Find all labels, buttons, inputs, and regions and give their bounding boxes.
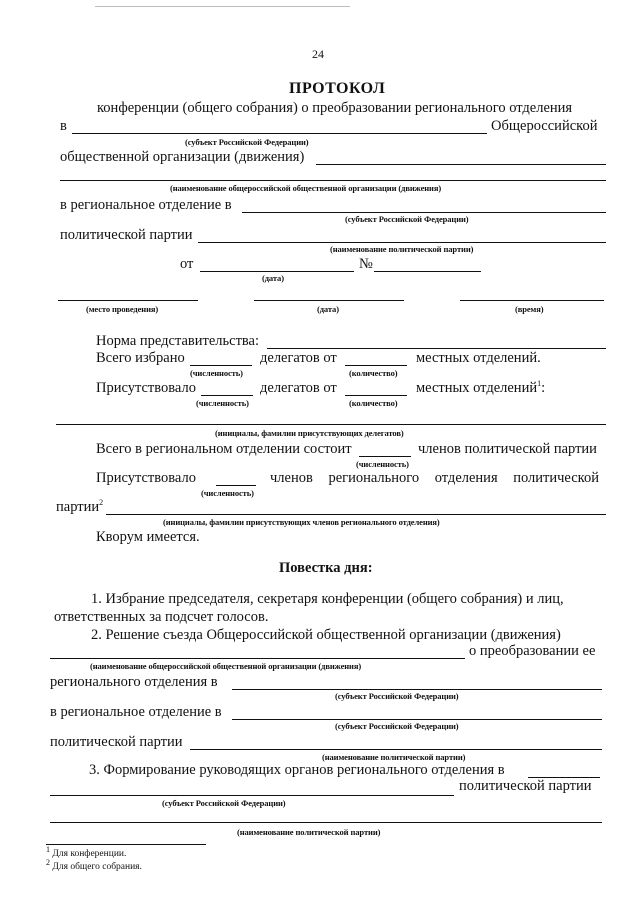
- number-field[interactable]: [374, 256, 481, 272]
- caption-party-2: (наименование политической партии): [322, 752, 466, 762]
- meeting-date-field[interactable]: [254, 285, 404, 301]
- agenda-item-2-suffix: о преобразовании ее: [469, 643, 596, 659]
- elected-count-field[interactable]: [345, 350, 407, 366]
- caption-quantity-2: (численность): [196, 398, 249, 408]
- caption-subject-5: (субъект Российской Федерации): [162, 798, 286, 808]
- caption-meeting-time: (время): [515, 304, 544, 314]
- present-prefix: Присутствовало: [96, 380, 196, 396]
- caption-subject-3: (субъект Российской Федерации): [335, 691, 459, 701]
- place-field[interactable]: [58, 285, 198, 301]
- subject-field-2[interactable]: [242, 197, 606, 213]
- caption-org-2: (наименование общероссийской общественной организации (движения): [90, 661, 362, 671]
- agenda-item-2-line-3: регионального отделения в: [50, 674, 218, 690]
- elected-suffix: местных отделений.: [416, 350, 541, 366]
- caption-meeting-date: (дата): [317, 304, 339, 314]
- caption-quantity-4: (численность): [201, 488, 254, 498]
- caption-count-1: (количество): [349, 368, 398, 378]
- elected-mid: делегатов от: [260, 350, 337, 366]
- present-colon: :: [541, 380, 546, 396]
- footnote-2: [46, 857, 142, 872]
- agenda-item-2-line-1: 2. Решение съезда Общероссийской общественной организации (движения): [91, 627, 561, 643]
- org-name-field-1[interactable]: [316, 149, 606, 165]
- caption-subject-2: (субъект Российской Федерации): [345, 214, 469, 224]
- footnote-1-text: Для конференции.: [52, 849, 127, 859]
- elected-quantity-field[interactable]: [190, 350, 252, 366]
- subject-field-4[interactable]: [232, 704, 602, 720]
- subject-field-1[interactable]: [72, 118, 487, 134]
- caption-party-1: (наименование политической партии): [330, 244, 474, 254]
- present-count-field[interactable]: [345, 380, 407, 396]
- members-prefix: Всего в региональном отделении состоит: [96, 441, 352, 457]
- footnote-ref-2: 2: [99, 498, 104, 508]
- present-suffix: местных отделений: [416, 380, 538, 396]
- footnote-2-number: 2: [46, 857, 50, 867]
- present-suffix-group: [416, 380, 545, 397]
- party-word: партии: [56, 499, 100, 515]
- caption-org-1: (наименование общероссийской общественной организации (движения): [170, 183, 442, 193]
- present2-prefix: Присутствовало: [96, 470, 196, 486]
- agenda-item-3-suffix: политической партии: [459, 778, 592, 794]
- from-label: от: [180, 256, 194, 272]
- agenda-item-1-line-2: ответственных за подсчет голосов.: [54, 609, 269, 625]
- caption-quantity-3: (численность): [356, 459, 409, 469]
- footnote-divider: [46, 844, 206, 845]
- agenda-item-2-line-5: политической партии: [50, 734, 183, 750]
- header-line-1: конференции (общего собрания) о преобразовании регионального отделения: [97, 100, 573, 116]
- subject-field-3[interactable]: [232, 674, 602, 690]
- caption-initials-1: (инициалы, фамилии присутствующих делегатов): [215, 428, 404, 438]
- agenda-item-2-line-4: в региональное отделение в: [50, 704, 222, 720]
- present-quantity-field[interactable]: [201, 380, 253, 396]
- members-quantity-field[interactable]: [359, 441, 411, 457]
- caption-subject-1: (субъект Российской Федерации): [185, 137, 309, 147]
- party-name-field-1[interactable]: [198, 227, 606, 243]
- subject-field-5a[interactable]: [528, 762, 600, 778]
- meeting-time-field[interactable]: [460, 285, 604, 301]
- agenda-item-3-line-1: 3. Формирование руководящих органов регионального отделения в: [89, 762, 505, 778]
- header-prefix-v: в: [60, 118, 67, 134]
- present-mid: делегатов от: [260, 380, 337, 396]
- present2-suffix: членов регионального отделения политической: [270, 470, 599, 486]
- header-suffix-1: Общероссийской: [491, 118, 598, 134]
- elected-prefix: Всего избрано: [96, 350, 185, 366]
- agenda-item-1-line-1: 1. Избрание председателя, секретаря конференции (общего собрания) и лиц,: [91, 591, 564, 607]
- norm-label: Норма представительства:: [96, 333, 260, 349]
- footnote-ref-1: 1: [537, 379, 542, 389]
- header-line-3-label: в региональное отделение в: [60, 197, 232, 213]
- footnote-1-number: 1: [46, 844, 50, 854]
- quorum-text: Кворум имеется.: [96, 529, 200, 545]
- members-list-field[interactable]: [106, 499, 606, 515]
- party-name-line-3: [50, 822, 602, 823]
- header-line-4-label: политической партии: [60, 227, 193, 243]
- delegates-list-line: [56, 424, 606, 425]
- header-line-2-label: общественной организации (движения): [60, 149, 305, 165]
- subject-field-5b[interactable]: [50, 780, 454, 796]
- org-name-field-2[interactable]: [50, 643, 465, 659]
- party-name-field-2[interactable]: [190, 734, 602, 750]
- caption-party-3: (наименование политической партии): [237, 827, 381, 837]
- date-field-1[interactable]: [200, 256, 354, 272]
- footnote-1: [46, 844, 127, 859]
- caption-place: (место проведения): [86, 304, 159, 314]
- page-number: 24: [312, 47, 324, 61]
- document-title: ПРОТОКОЛ: [289, 80, 386, 97]
- number-label: №: [359, 256, 373, 272]
- footnote-2-text: Для общего собрания.: [52, 862, 142, 872]
- party-word-group: [56, 499, 103, 516]
- org-name-line-2: [60, 180, 606, 181]
- caption-date-1: (дата): [262, 273, 284, 283]
- agenda-heading: Повестка дня:: [279, 560, 373, 576]
- caption-initials-2: (инициалы, фамилии присутствующих членов регионального отделения): [163, 517, 440, 527]
- caption-subject-4: (субъект Российской Федерации): [335, 721, 459, 731]
- caption-count-2: (количество): [349, 398, 398, 408]
- present2-quantity-field[interactable]: [216, 470, 256, 486]
- top-divider: [95, 6, 350, 7]
- caption-quantity-1: (численность): [190, 368, 243, 378]
- norm-field[interactable]: [267, 333, 606, 349]
- members-suffix: членов политической партии: [418, 441, 597, 457]
